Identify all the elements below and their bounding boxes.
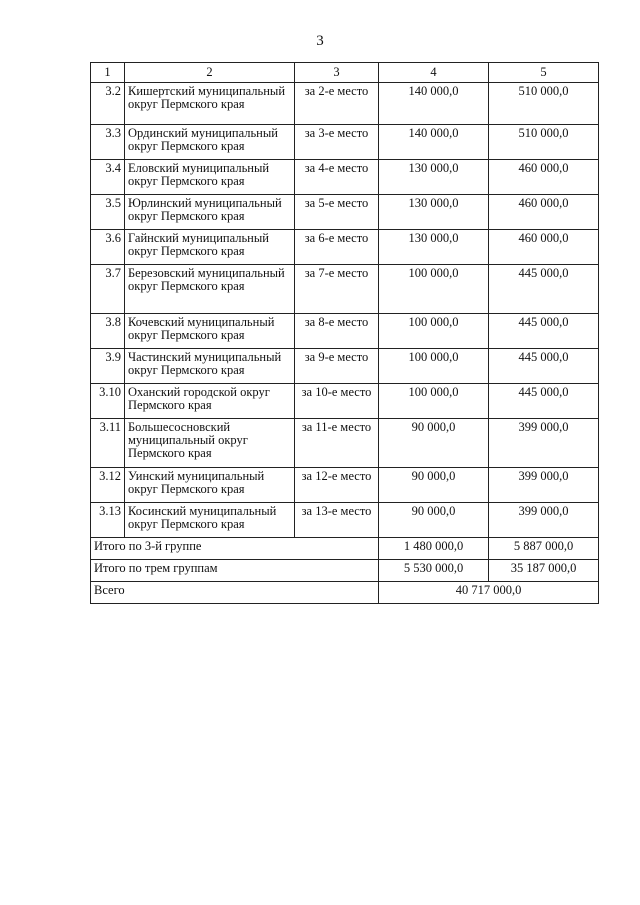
amount-col5-cell: 399 000,0 bbox=[489, 468, 599, 503]
place-cell: за 2-е место bbox=[295, 83, 379, 125]
municipality-name-cell: Еловский муниципальный округ Пермского края bbox=[125, 160, 295, 195]
total-col4: 5 530 000,0 bbox=[379, 560, 489, 582]
row-number-cell: 3.4 bbox=[91, 160, 125, 195]
table-row bbox=[91, 468, 599, 503]
row-number-cell: 3.5 bbox=[91, 195, 125, 230]
table-row bbox=[91, 160, 599, 195]
place-cell: за 8-е место bbox=[295, 314, 379, 349]
place-cell: за 4-е место bbox=[295, 160, 379, 195]
amount-col4-cell: 130 000,0 bbox=[379, 195, 489, 230]
table-row bbox=[91, 230, 599, 265]
total-label: Итого по трем группам bbox=[91, 560, 379, 582]
place-cell: за 6-е место bbox=[295, 230, 379, 265]
municipality-name-cell: Юрлинский муниципальный округ Пермского края bbox=[125, 195, 295, 230]
header-cell-3: 3 bbox=[295, 63, 379, 83]
amount-col5-cell: 445 000,0 bbox=[489, 314, 599, 349]
amount-col5-cell: 460 000,0 bbox=[489, 195, 599, 230]
municipality-name-cell: Оханский городской округ Пермского края bbox=[125, 384, 295, 419]
amount-col4-cell: 90 000,0 bbox=[379, 419, 489, 468]
amount-col4-cell: 100 000,0 bbox=[379, 314, 489, 349]
table-row bbox=[91, 503, 599, 538]
page-number: 3 bbox=[316, 33, 324, 49]
allocation-table bbox=[90, 62, 599, 604]
header-cell-5: 5 bbox=[489, 63, 599, 83]
municipality-name-cell: Березовский муниципальный округ Пермского края bbox=[125, 265, 295, 314]
place-cell: за 3-е место bbox=[295, 125, 379, 160]
municipality-name-cell: Кочевский муниципальный округ Пермского края bbox=[125, 314, 295, 349]
row-number-cell: 3.10 bbox=[91, 384, 125, 419]
amount-col4-cell: 140 000,0 bbox=[379, 83, 489, 125]
municipality-name-cell: Косинский муниципальный округ Пермского края bbox=[125, 503, 295, 538]
place-cell: за 9-е место bbox=[295, 349, 379, 384]
row-number-cell: 3.13 bbox=[91, 503, 125, 538]
grand-total-value: 40 717 000,0 bbox=[379, 582, 599, 604]
total-col5: 35 187 000,0 bbox=[489, 560, 599, 582]
amount-col4-cell: 100 000,0 bbox=[379, 265, 489, 314]
total-row bbox=[91, 538, 599, 560]
row-number-cell: 3.7 bbox=[91, 265, 125, 314]
row-number-cell: 3.8 bbox=[91, 314, 125, 349]
municipality-name-cell: Кишертский муниципальный округ Пермского края bbox=[125, 83, 295, 125]
row-number-cell: 3.11 bbox=[91, 419, 125, 468]
row-number-cell: 3.9 bbox=[91, 349, 125, 384]
header-cell-1: 1 bbox=[91, 63, 125, 83]
grand-total-label: Всего bbox=[91, 582, 379, 604]
amount-col5-cell: 460 000,0 bbox=[489, 230, 599, 265]
total-col4: 1 480 000,0 bbox=[379, 538, 489, 560]
table-row bbox=[91, 314, 599, 349]
municipality-name-cell: Ординский муниципальный округ Пермского края bbox=[125, 125, 295, 160]
total-row bbox=[91, 560, 599, 582]
table-row bbox=[91, 125, 599, 160]
total-col5: 5 887 000,0 bbox=[489, 538, 599, 560]
header-row bbox=[91, 63, 599, 83]
table-body bbox=[91, 63, 599, 604]
table-row bbox=[91, 384, 599, 419]
amount-col5-cell: 510 000,0 bbox=[489, 83, 599, 125]
amount-col5-cell: 445 000,0 bbox=[489, 384, 599, 419]
amount-col4-cell: 100 000,0 bbox=[379, 384, 489, 419]
amount-col4-cell: 130 000,0 bbox=[379, 160, 489, 195]
place-cell: за 11-е место bbox=[295, 419, 379, 468]
table-row bbox=[91, 349, 599, 384]
amount-col4-cell: 90 000,0 bbox=[379, 468, 489, 503]
place-cell: за 12-е место bbox=[295, 468, 379, 503]
table-row bbox=[91, 419, 599, 468]
row-number-cell: 3.6 bbox=[91, 230, 125, 265]
table-row bbox=[91, 195, 599, 230]
row-number-cell: 3.3 bbox=[91, 125, 125, 160]
table-row bbox=[91, 83, 599, 125]
amount-col4-cell: 100 000,0 bbox=[379, 349, 489, 384]
municipality-name-cell: Гайнский муниципальный округ Пермского края bbox=[125, 230, 295, 265]
amount-col5-cell: 445 000,0 bbox=[489, 349, 599, 384]
municipality-name-cell: Частинский муниципальный округ Пермского края bbox=[125, 349, 295, 384]
row-number-cell: 3.2 bbox=[91, 83, 125, 125]
municipality-name-cell: Уинский муниципальный округ Пермского края bbox=[125, 468, 295, 503]
place-cell: за 5-е место bbox=[295, 195, 379, 230]
place-cell: за 10-е место bbox=[295, 384, 379, 419]
row-number-cell: 3.12 bbox=[91, 468, 125, 503]
total-label: Итого по 3-й группе bbox=[91, 538, 379, 560]
amount-col5-cell: 510 000,0 bbox=[489, 125, 599, 160]
amount-col5-cell: 445 000,0 bbox=[489, 265, 599, 314]
place-cell: за 13-е место bbox=[295, 503, 379, 538]
amount-col4-cell: 130 000,0 bbox=[379, 230, 489, 265]
place-cell: за 7-е место bbox=[295, 265, 379, 314]
amount-col4-cell: 140 000,0 bbox=[379, 125, 489, 160]
amount-col5-cell: 399 000,0 bbox=[489, 419, 599, 468]
municipality-name-cell: Большесосновский муниципальный округ Пермского края bbox=[125, 419, 295, 468]
header-cell-2: 2 bbox=[125, 63, 295, 83]
table-row bbox=[91, 265, 599, 314]
grand-total-row bbox=[91, 582, 599, 604]
amount-col4-cell: 90 000,0 bbox=[379, 503, 489, 538]
amount-col5-cell: 460 000,0 bbox=[489, 160, 599, 195]
header-cell-4: 4 bbox=[379, 63, 489, 83]
amount-col5-cell: 399 000,0 bbox=[489, 503, 599, 538]
